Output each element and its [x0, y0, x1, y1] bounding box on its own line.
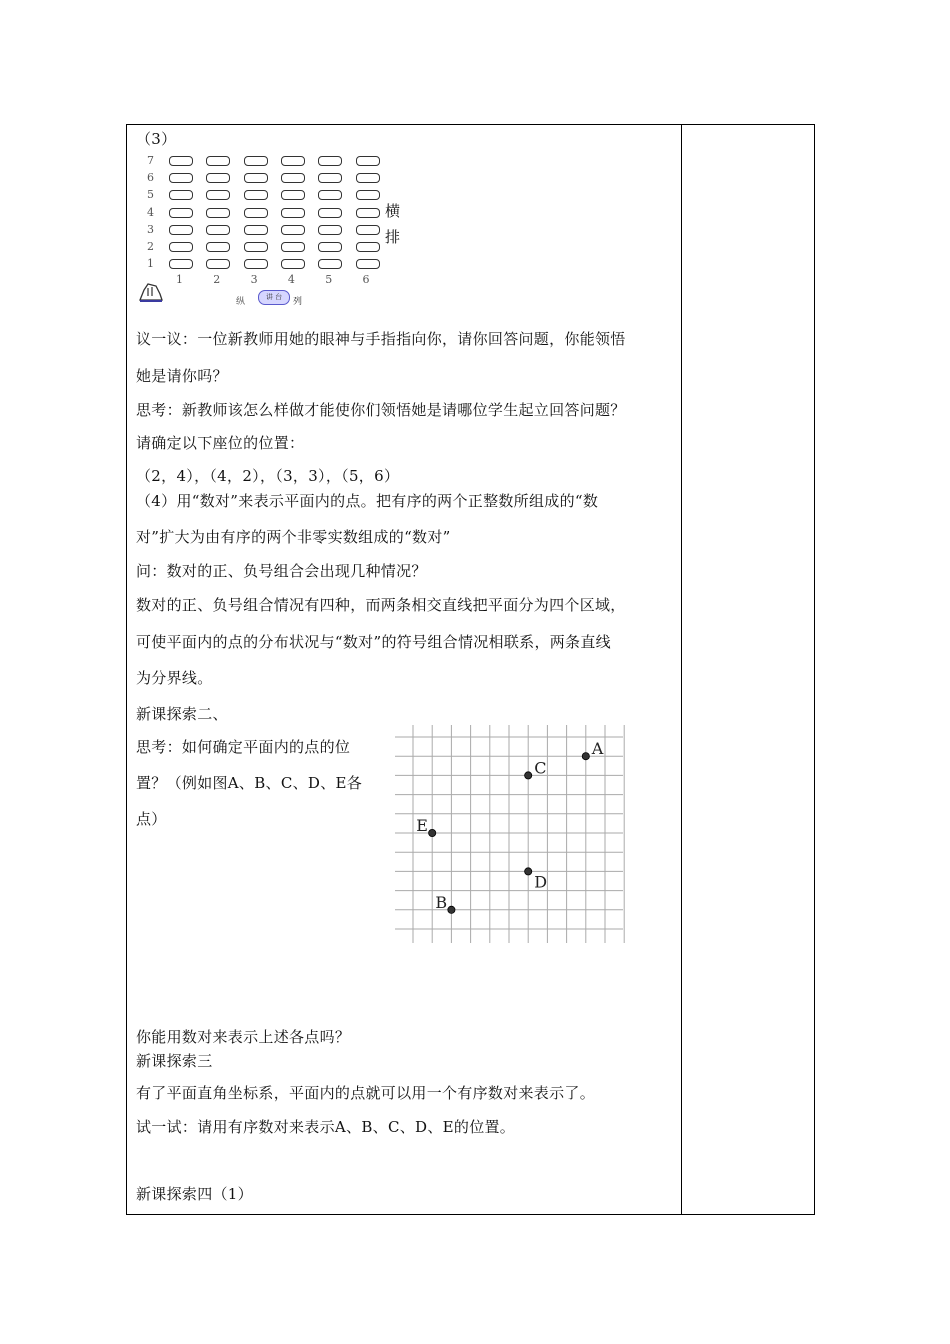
think-question-1: 思考：新教师该怎么样做才能使你们领悟她是请哪位学生起立回答问题？: [136, 401, 626, 419]
explore-3-text: 有了平面直角坐标系，平面内的点就可以用一个有序数对来表示了。: [136, 1084, 596, 1102]
seat: [281, 190, 305, 200]
think2-line1: 思考：如何确定平面内的点的位: [136, 738, 351, 756]
seat: [206, 156, 230, 166]
point-e: [429, 829, 436, 836]
row-label: 5: [147, 188, 154, 202]
seat: [318, 208, 342, 218]
bottom-label-zong: 纵: [236, 297, 246, 307]
sign-question: 问：数对的正、负号组合会出现几种情况？: [136, 562, 427, 580]
think2-line3: 点）: [136, 810, 167, 828]
side-label-pai: 排: [385, 228, 401, 246]
seat: [206, 259, 230, 269]
discussion-line2: 她是请你吗？: [136, 367, 228, 385]
think2-line2: 置？（例如图A、B、C、D、E各: [136, 774, 363, 792]
seat: [281, 173, 305, 183]
explore-3-heading: 新课探索三: [136, 1052, 213, 1070]
column-divider: [681, 125, 682, 1214]
seat: [169, 173, 193, 183]
side-label-heng: 横: [385, 202, 401, 220]
seat: [206, 190, 230, 200]
seat: [281, 242, 305, 252]
seat: [356, 156, 380, 166]
point-label-c: C: [534, 758, 547, 778]
row-label: 1: [147, 257, 154, 271]
seat: [318, 156, 342, 166]
confirm-seats: 请确定以下座位的位置：: [136, 434, 305, 452]
point-label-a: A: [591, 739, 604, 759]
point-label-b: B: [435, 892, 448, 912]
seat: [169, 242, 193, 252]
seat: [206, 242, 230, 252]
part4-line2: 对”扩大为由有序的两个非零实数组成的“数对”: [136, 528, 451, 546]
seat: [281, 156, 305, 166]
lesson-table: [126, 124, 815, 1215]
seat: [356, 173, 380, 183]
seat: [318, 225, 342, 235]
part4-line1: （4）用“数对”来表示平面内的点。把有序的两个正整数所组成的“数: [136, 492, 599, 510]
row-label: 2: [147, 240, 154, 253]
answer-line2: 可使平面内的点的分布状况与“数对”的符号组合情况相联系，两条直线: [136, 633, 611, 651]
point-c: [525, 772, 532, 779]
column-label: 6: [362, 273, 370, 286]
seat: [169, 225, 193, 235]
point-d: [525, 868, 532, 875]
discussion-line1: 议一议：一位新教师用她的眼神与手指指向你，请你回答问题，你能领悟: [136, 330, 626, 348]
seat: [356, 259, 380, 269]
seat: [169, 259, 193, 269]
seat: [356, 190, 380, 200]
podium-badge: 讲 台: [258, 290, 290, 305]
point-grid-figure: [395, 725, 627, 947]
seat: [244, 225, 268, 235]
try-it-text: 试一试：请用有序数对来表示A、B、C、D、E的位置。: [136, 1118, 516, 1136]
seat: [244, 259, 268, 269]
seat: [318, 259, 342, 269]
teacher-icon: [138, 280, 164, 304]
bottom-label-lie: 列: [293, 297, 303, 307]
seat: [244, 156, 268, 166]
seat: [244, 173, 268, 183]
column-label: 1: [176, 273, 183, 286]
seat: [281, 225, 305, 235]
row-label: 4: [147, 205, 154, 219]
seat: [318, 190, 342, 200]
point-label-e: E: [416, 816, 428, 835]
answer-line1: 数对的正、负号组合情况有四种，而两条相交直线把平面分为四个区域，: [136, 596, 626, 614]
column-label: 3: [250, 273, 258, 286]
seat: [244, 190, 268, 200]
point-label-d: D: [534, 872, 548, 892]
seat: [169, 190, 193, 200]
seat: [169, 156, 193, 166]
row-label: 3: [147, 222, 154, 236]
seat: [356, 225, 380, 235]
seat: [206, 225, 230, 235]
seat: [356, 208, 380, 218]
row-label: 7: [147, 154, 154, 167]
seat: [206, 173, 230, 183]
seat: [281, 208, 305, 218]
part3-label: （3）: [136, 130, 177, 148]
explore-4-heading: 新课探索四（1）: [136, 1185, 253, 1203]
point-b: [448, 906, 455, 913]
column-label: 5: [325, 273, 333, 286]
column-label: 4: [287, 273, 295, 286]
row-label: 6: [147, 171, 154, 185]
answer-line3: 为分界线。: [136, 669, 213, 687]
point-a: [582, 753, 589, 760]
seat-pairs: （2，4），（4，2），（3，3），（5，6）: [136, 467, 400, 485]
seat: [318, 173, 342, 183]
seat: [244, 208, 268, 218]
seat: [318, 242, 342, 252]
seat: [206, 208, 230, 218]
seat: [169, 208, 193, 218]
column-label: 2: [213, 273, 221, 286]
seat: [356, 242, 380, 252]
pairs-question: 你能用数对来表示上述各点吗？: [136, 1028, 351, 1046]
explore-2-heading: 新课探索二、: [136, 705, 228, 723]
seat: [281, 259, 305, 269]
seat: [244, 242, 268, 252]
